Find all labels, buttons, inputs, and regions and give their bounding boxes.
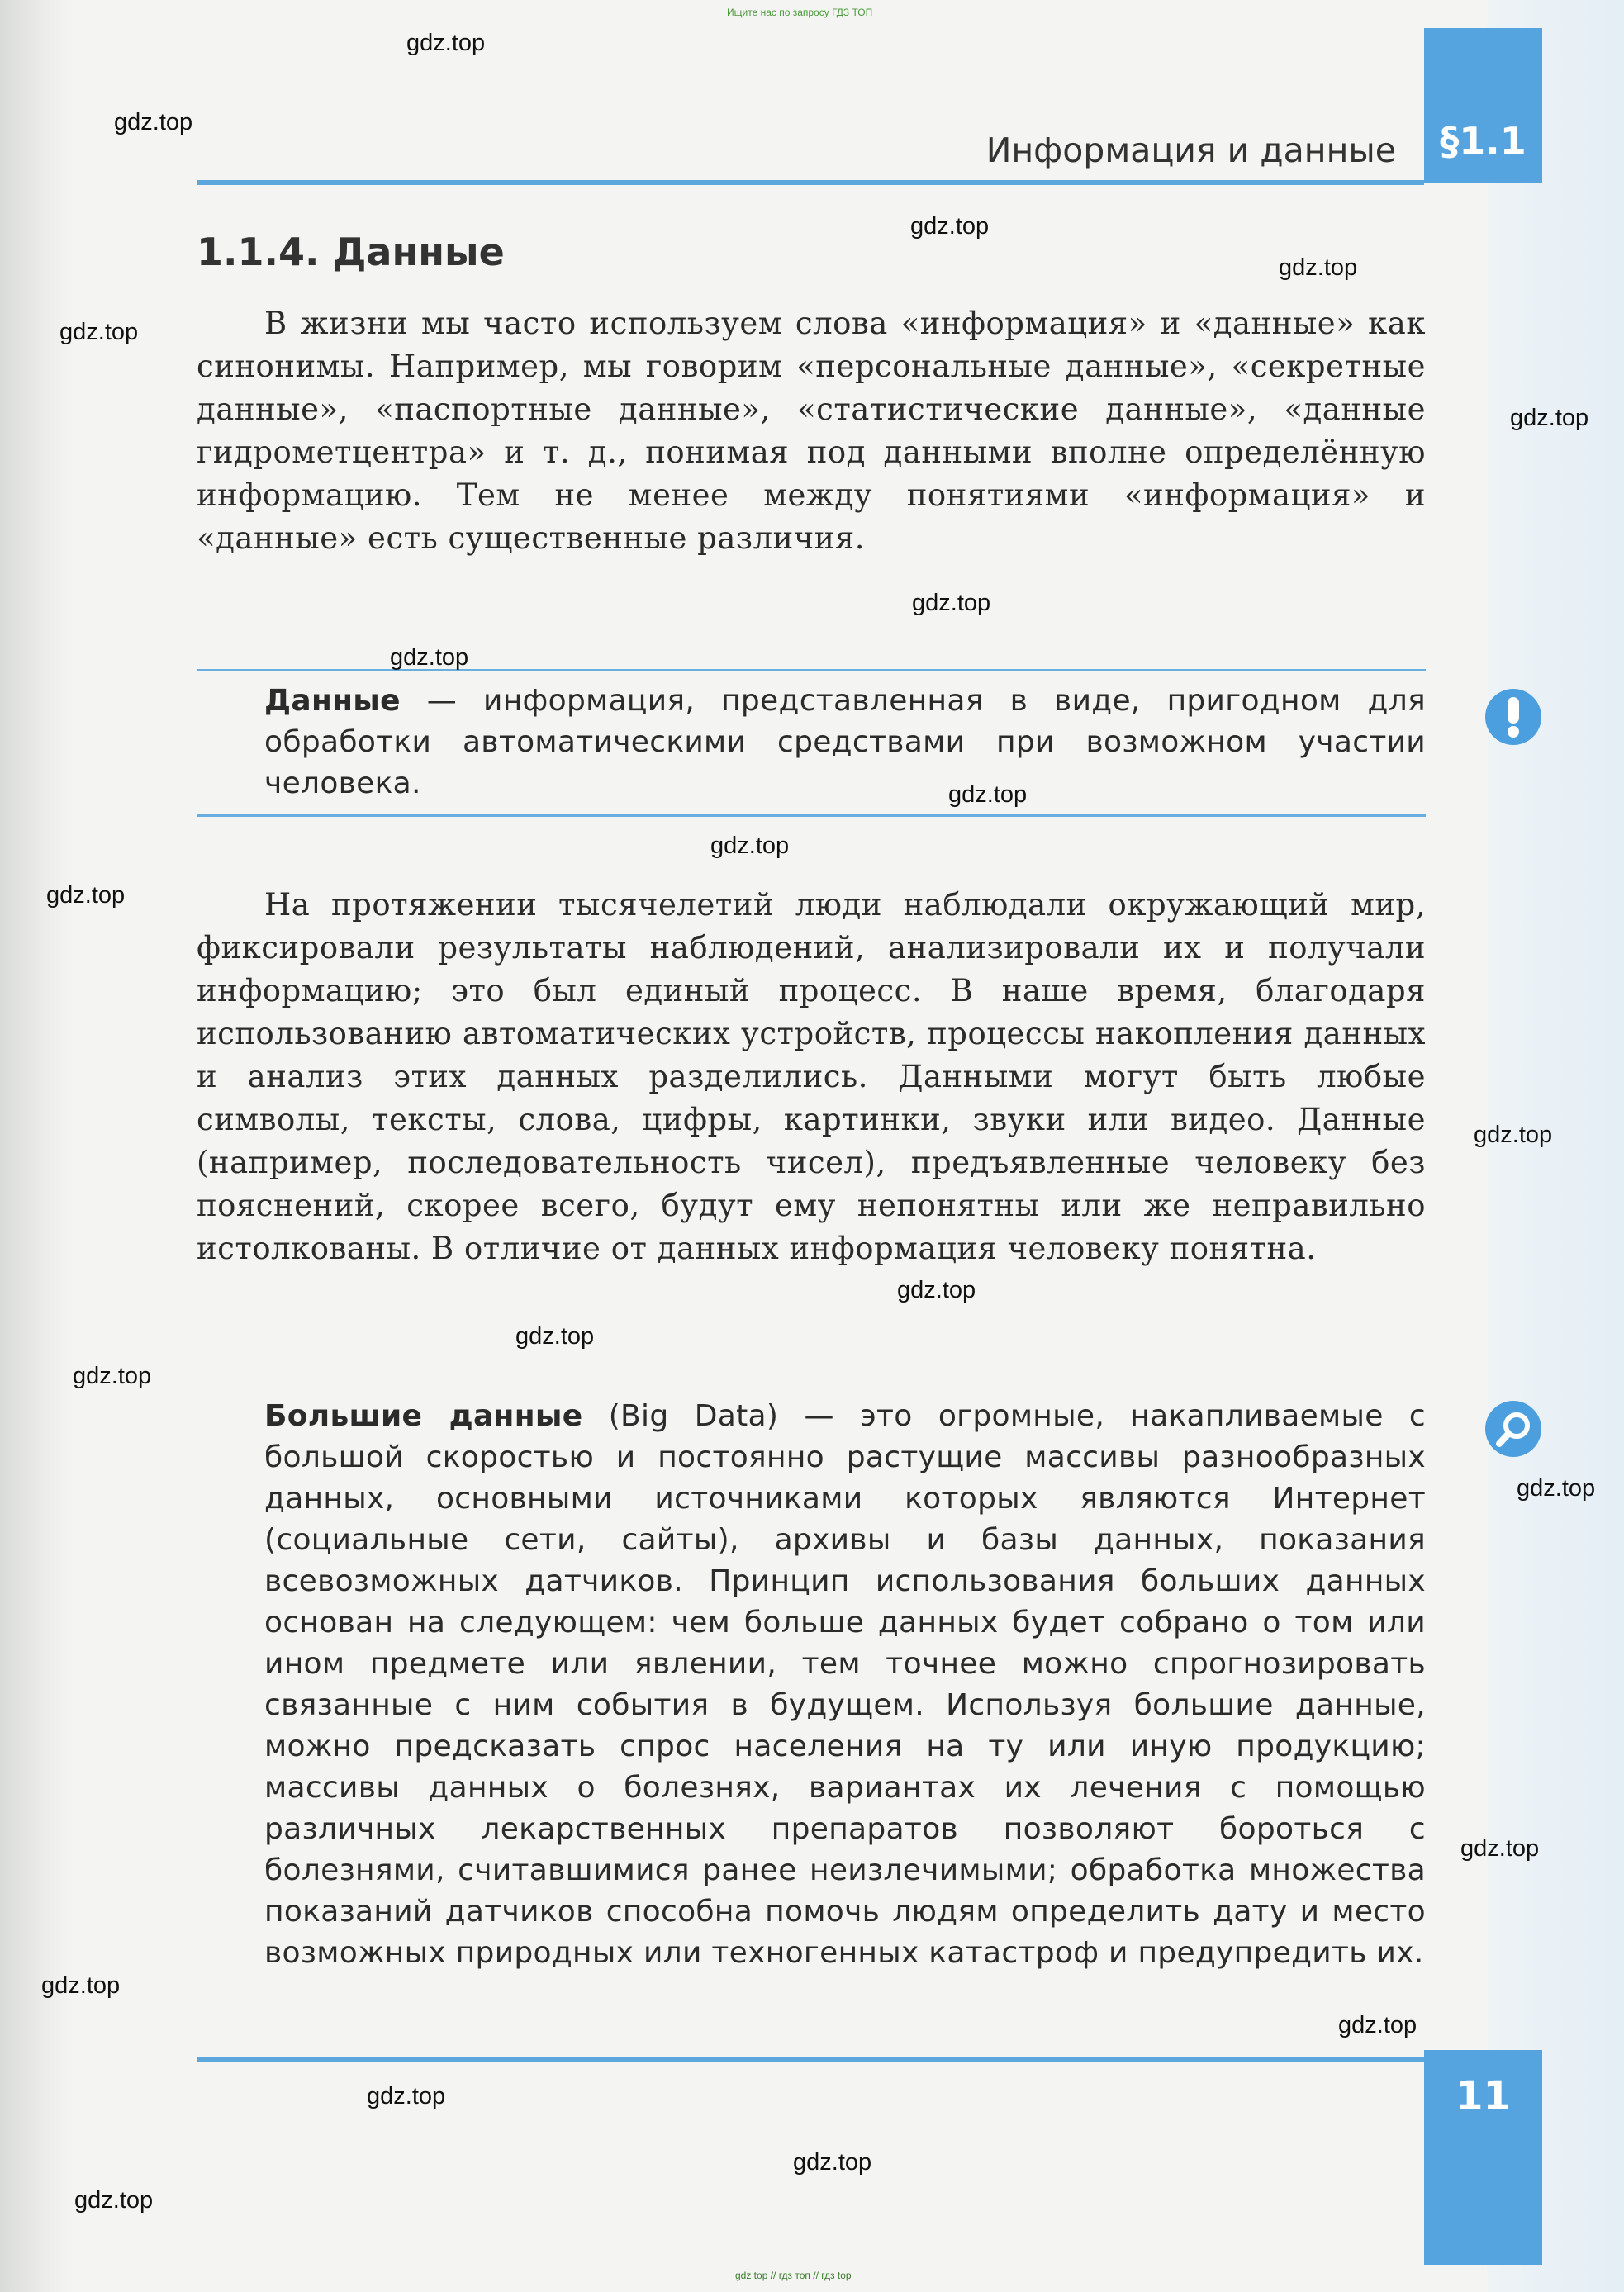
definition-term: Данные bbox=[264, 684, 401, 718]
bottom-note: gdz top // гдз топ // гдз top bbox=[735, 2270, 852, 2281]
watermark: gdz.top bbox=[114, 109, 193, 135]
top-note: Ищите нас по запросу ГДЗ ТОП bbox=[727, 7, 873, 18]
main-paragraph: На протяжении тысячелетий люди наблюдали окружающий мир, фиксировали результаты наблюдений, анализировали их и получали информацию; это был единый процесс. В наше время, благодаря использованию автоматических устройств, процессы накопления данных и анализ этих данных разделились. Данными могут быть любые символы, тексты, слова, цифры, картинки, звуки или видео. Данные (например, последовательность чисел), предъявленные человеку без пояснений, скорее всего, будут ему непонятны или же неправильно истолкованы. В отличие от данных информация человеку понятна. bbox=[197, 887, 1426, 1266]
definition-top-rule bbox=[197, 669, 1426, 671]
watermark: gdz.top bbox=[948, 781, 1028, 808]
watermark: gdz.top bbox=[793, 2149, 872, 2176]
watermark: gdz.top bbox=[390, 644, 469, 671]
watermark: gdz.top bbox=[1338, 2012, 1417, 2038]
watermark: gdz.top bbox=[367, 2083, 446, 2109]
watermark: gdz.top bbox=[74, 2187, 154, 2214]
definition-bottom-rule bbox=[197, 814, 1426, 817]
definition-data bbox=[264, 681, 1426, 804]
watermark: gdz.top bbox=[406, 30, 486, 56]
watermark: gdz.top bbox=[1474, 1122, 1553, 1148]
footer-rule bbox=[197, 2057, 1424, 2062]
big-data-text: (Big Data) — это огромные, накапливаемые с большой скоростью и постоянно растущие массивы разнообразных данных, основными источниками которых являются Интернет (социальные сети, сайты), архивы и базы данных, показания всевозможных датчиков. Принцип использования больших данных основан на следующем: чем больше данных будет собрано о том или ином предмете или явлении, тем точнее можно спрогнозировать связанные с ним события в будущем. Используя большие данные, можно предсказать спрос населения на ту или иную продукцию; массивы данных о болезнях, вариантах их лечения с помощью различных лекарственных препаратов позволяют бороться с болезнями, считавшимися ранее неизлечимыми; обработка множества показаний датчиков способна помочь людям определить дату и место возможных природных или техногенных катастроф и предупредить их. bbox=[264, 1399, 1426, 1970]
watermark: gdz.top bbox=[710, 833, 790, 859]
watermark: gdz.top bbox=[897, 1277, 976, 1303]
header-title: Информация и данные bbox=[985, 130, 1396, 170]
watermark: gdz.top bbox=[515, 1323, 595, 1350]
watermark: gdz.top bbox=[1279, 254, 1358, 281]
watermark: gdz.top bbox=[1510, 405, 1589, 431]
definition-big-data bbox=[264, 1396, 1426, 1974]
exclamation-icon bbox=[1485, 689, 1541, 745]
big-data-term: Большие данные bbox=[264, 1399, 583, 1433]
watermark: gdz.top bbox=[912, 590, 991, 616]
watermark: gdz.top bbox=[1517, 1475, 1596, 1502]
watermark: gdz.top bbox=[910, 213, 990, 240]
intro-paragraph: В жизни мы часто используем слова «информация» и «данные» как синонимы. Например, мы говорим «персональные данные», «секретные данные», «паспортные данные», «статистические данные», «данные гидрометцентра» и т. д., понимая под данными вполне определённую информацию. Тем не менее между понятиями «информация» и «данные» есть существенные различия. bbox=[197, 306, 1426, 556]
header-rule bbox=[197, 180, 1424, 185]
watermark: gdz.top bbox=[46, 882, 126, 909]
watermark: gdz.top bbox=[1460, 1835, 1540, 1862]
definition-text: — информация, представленная в виде, пригодном для обработки автоматическими средствами при возможном участии человека. bbox=[264, 684, 1426, 800]
section-title: 1.1.4. Данные bbox=[197, 230, 505, 274]
watermark: gdz.top bbox=[59, 319, 139, 345]
page-number: 11 bbox=[1424, 2050, 1542, 2265]
watermark: gdz.top bbox=[73, 1363, 152, 1389]
magnifier-icon bbox=[1485, 1401, 1541, 1457]
section-tab: §1.1 bbox=[1424, 28, 1542, 183]
watermark: gdz.top bbox=[41, 1972, 121, 1999]
